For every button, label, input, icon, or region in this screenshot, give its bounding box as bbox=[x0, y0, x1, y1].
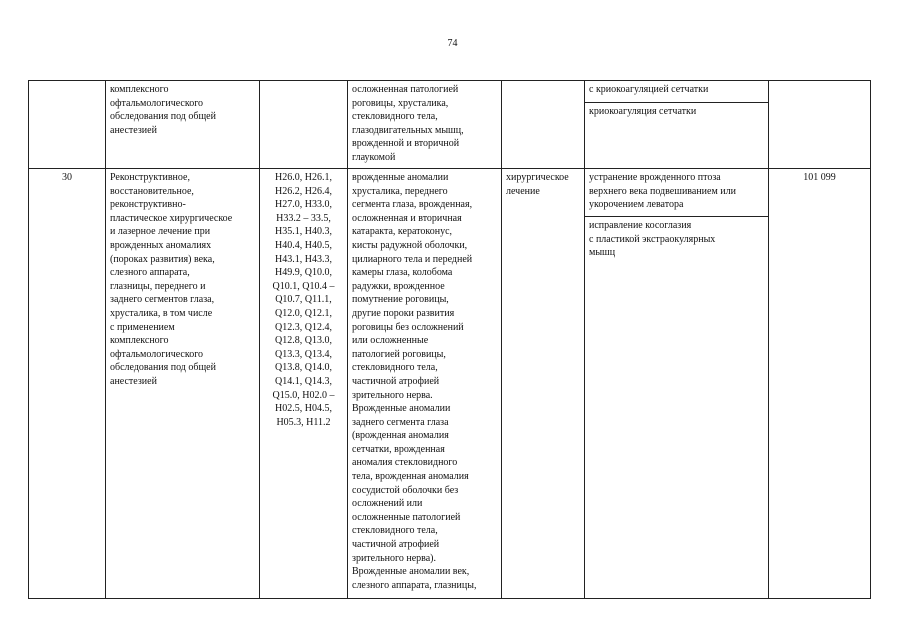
cell-number bbox=[29, 81, 106, 169]
cell-methods bbox=[585, 81, 769, 169]
cell-name: комплексного офтальмологического обследования под общей анестезией bbox=[106, 81, 260, 169]
cell-codes: H26.0, H26.1, H26.2, H26.4, H27.0, H33.0, H33.2 – 33.5, H35.1, H40.3, H40.4, H40.5, H43.1, H43.3, H49.9, Q10.0, Q10.1, Q10.4 – Q10.7, Q11.1, Q12.0, Q12.1, Q12.3, Q12.4, Q12.8, Q13.0, Q13.3, Q13.4, Q13.8, Q14.0, Q14.1, Q14.3, Q15.0, H02.0 – H02.5, H04.5, H05.3, H11.2 bbox=[260, 169, 348, 599]
cell-model: осложненная патологией роговицы, хрусталика, стекловидного тела, глазодвигательных мышц, врожденной и вторичной глаукомой bbox=[348, 81, 502, 169]
method-item: с криокоагуляцией сетчатки bbox=[589, 84, 709, 95]
care-table bbox=[28, 80, 871, 599]
method-item: исправление косоглазия с пластикой экстраокулярных мышц bbox=[585, 216, 768, 263]
cell-number: 30 bbox=[29, 169, 106, 599]
cell-cost: 101 099 bbox=[769, 169, 871, 599]
cell-model: врожденные аномалии хрусталика, переднего сегмента глаза, врожденная, осложненная и вторичная катаракта, кератоконус, кисты радужной оболочки, цилиарного тела и передней камеры глаза, колобома радужки, врожденное помутнение роговицы, другие пороки развития роговицы без осложнений или осложненные патологией роговицы, стекловидного тела, частичной атрофией зрительного нерва. Врожденные аномалии заднего сегмента глаза (врожденная аномалия сетчатки, врожденная аномалия стекловидного тела, врожденная аномалия сосудистой оболочки без осложнений или осложненные патологией стекловидного тела, частичной атрофией зрительного нерва). Врожденные аномалии век, слезного аппарата, глазницы, bbox=[348, 169, 502, 599]
table-row-30 bbox=[29, 169, 871, 599]
method-item: криокоагуляция сетчатки bbox=[585, 102, 768, 122]
cell-treatment-type bbox=[502, 81, 585, 169]
cell-methods bbox=[585, 169, 769, 599]
method-item: устранение врожденного птоза верхнего века подвешиванием или укорочением леватора bbox=[589, 172, 736, 211]
cell-name: Реконструктивное, восстановительное, реконструктивно- пластическое хирургическое и лазерное лечение при врожденных аномалиях (пороках развития) века, слезного аппарата, глазницы, переднего и заднего сегментов глаза, хрусталика, в том числе с применением комплексного офтальмологического обследования под общей анестезией bbox=[106, 169, 260, 599]
page-number: 74 bbox=[447, 38, 458, 49]
cell-cost bbox=[769, 81, 871, 169]
cell-treatment-type: хирургическое лечение bbox=[502, 169, 585, 599]
table-row-continuation bbox=[29, 81, 871, 169]
cell-codes bbox=[260, 81, 348, 169]
